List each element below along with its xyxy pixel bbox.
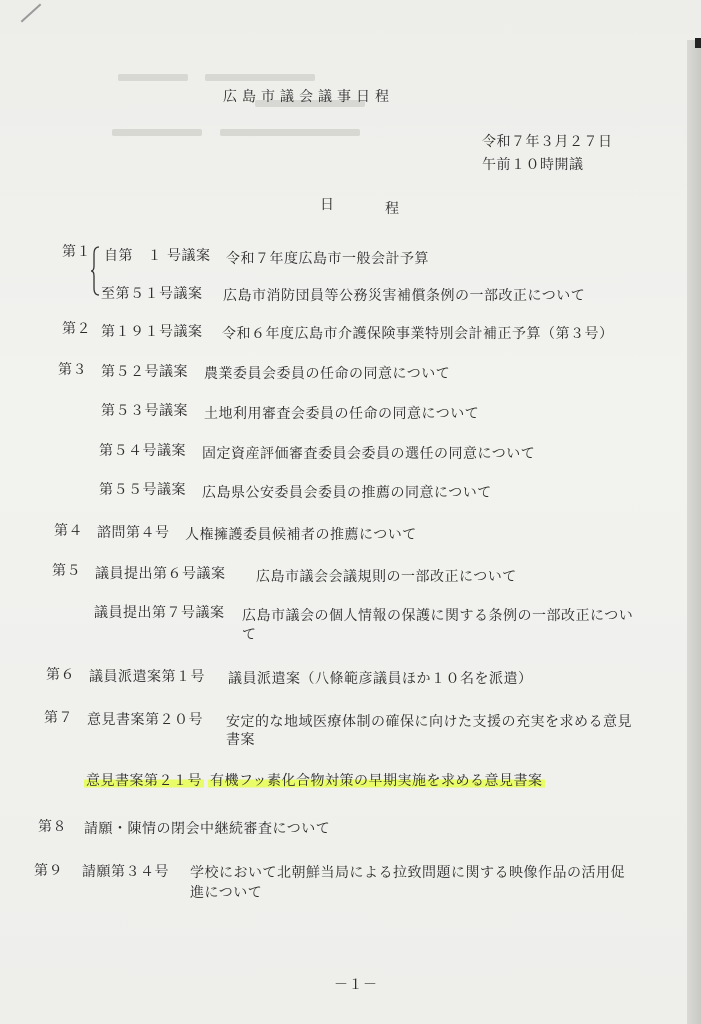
bill-number: 第１９１号議案	[101, 324, 203, 340]
dispatch-number: 議員派遣案第１号	[89, 669, 205, 685]
petition-title-continued: 進について	[190, 885, 263, 901]
bleed-through	[118, 74, 188, 81]
bill-number: 議員提出第７号議案	[94, 605, 225, 621]
agenda-item-number: 第１	[62, 244, 91, 260]
bill-title: 土地利用審査会委員の任命の同意について	[204, 406, 480, 422]
inquiry-number: 諮問第４号	[97, 525, 170, 541]
bill-title: 令和７年度広島市一般会計予算	[226, 251, 429, 267]
document-title: 広島市議会議事日程	[223, 89, 394, 105]
brace-icon	[90, 246, 100, 296]
bill-number: 至第５１号議案	[101, 286, 203, 302]
page-edge	[687, 40, 701, 1024]
bleed-through	[205, 74, 315, 81]
agenda-item-number: 第４	[54, 523, 83, 539]
agenda-item-number: 第９	[34, 863, 63, 879]
bill-title: 広島県公安委員会委員の推薦の同意について	[202, 485, 492, 501]
opinion-number: 意見書案第２０号	[87, 712, 203, 728]
highlighted-line	[84, 772, 545, 790]
opinion-title-continued: 書案	[226, 732, 255, 748]
dispatch-title: 議員派遣案（八條範彦議員ほか１０名を派遣）	[228, 671, 533, 687]
bill-title-continued: て	[242, 627, 257, 643]
bill-title: 固定資産評価審査委員会委員の選任の同意について	[202, 446, 536, 462]
agenda-item-number: 第８	[38, 819, 67, 835]
bill-title: 農業委員会委員の任命の同意について	[204, 366, 451, 382]
section-heading-right: 程	[385, 201, 400, 217]
agenda-item-number: 第７	[44, 710, 73, 726]
bill-number: 自第 １ 号議案	[104, 248, 211, 264]
opinion-title: 安定的な地域医療体制の確保に向けた支援の充実を求める意見	[226, 714, 632, 730]
agenda-item-number: 第２	[62, 321, 91, 337]
agenda-item-number: 第３	[58, 362, 87, 378]
bleed-through	[220, 129, 360, 136]
section-heading-left: 日	[320, 197, 335, 213]
petition-review-title: 請願・陳情の閉会中継続審査について	[84, 821, 331, 837]
bill-title: 令和６年度広島市介護保険事業特別会計補正予算（第３号）	[222, 326, 614, 342]
staple-mark	[21, 4, 42, 23]
meeting-time: 午前１０時開議	[482, 157, 584, 173]
bill-number: 第５５号議案	[99, 482, 186, 498]
petition-number: 請願第３４号	[82, 864, 169, 880]
opinion-title: 有機フッ素化合物対策の早期実施を求める意見書案	[210, 773, 543, 789]
bill-title: 広島市議会の個人情報の保護に関する条例の一部改正につい	[242, 608, 634, 624]
agenda-item-number: 第６	[46, 667, 75, 683]
agenda-item-number: 第５	[52, 563, 81, 579]
inquiry-title: 人権擁護委員候補者の推薦について	[185, 527, 417, 543]
corner-shadow	[695, 38, 701, 48]
meeting-date: 令和７年３月２７日	[482, 134, 613, 150]
bill-number: 第５３号議案	[101, 403, 188, 419]
bill-number: 第５４号議案	[99, 443, 186, 459]
page-number: －１－	[334, 977, 378, 993]
bill-number: 第５２号議案	[101, 364, 188, 380]
bill-number: 議員提出第６号議案	[95, 566, 226, 582]
bill-title: 広島市消防団員等公務災害補償条例の一部改正について	[223, 288, 586, 304]
petition-title: 学校において北朝鮮当局による拉致問題に関する映像作品の活用促	[190, 865, 625, 881]
bill-title: 広島市議会会議規則の一部改正について	[256, 569, 517, 585]
opinion-number: 意見書案第２１号	[86, 773, 202, 789]
bleed-through	[112, 129, 202, 136]
